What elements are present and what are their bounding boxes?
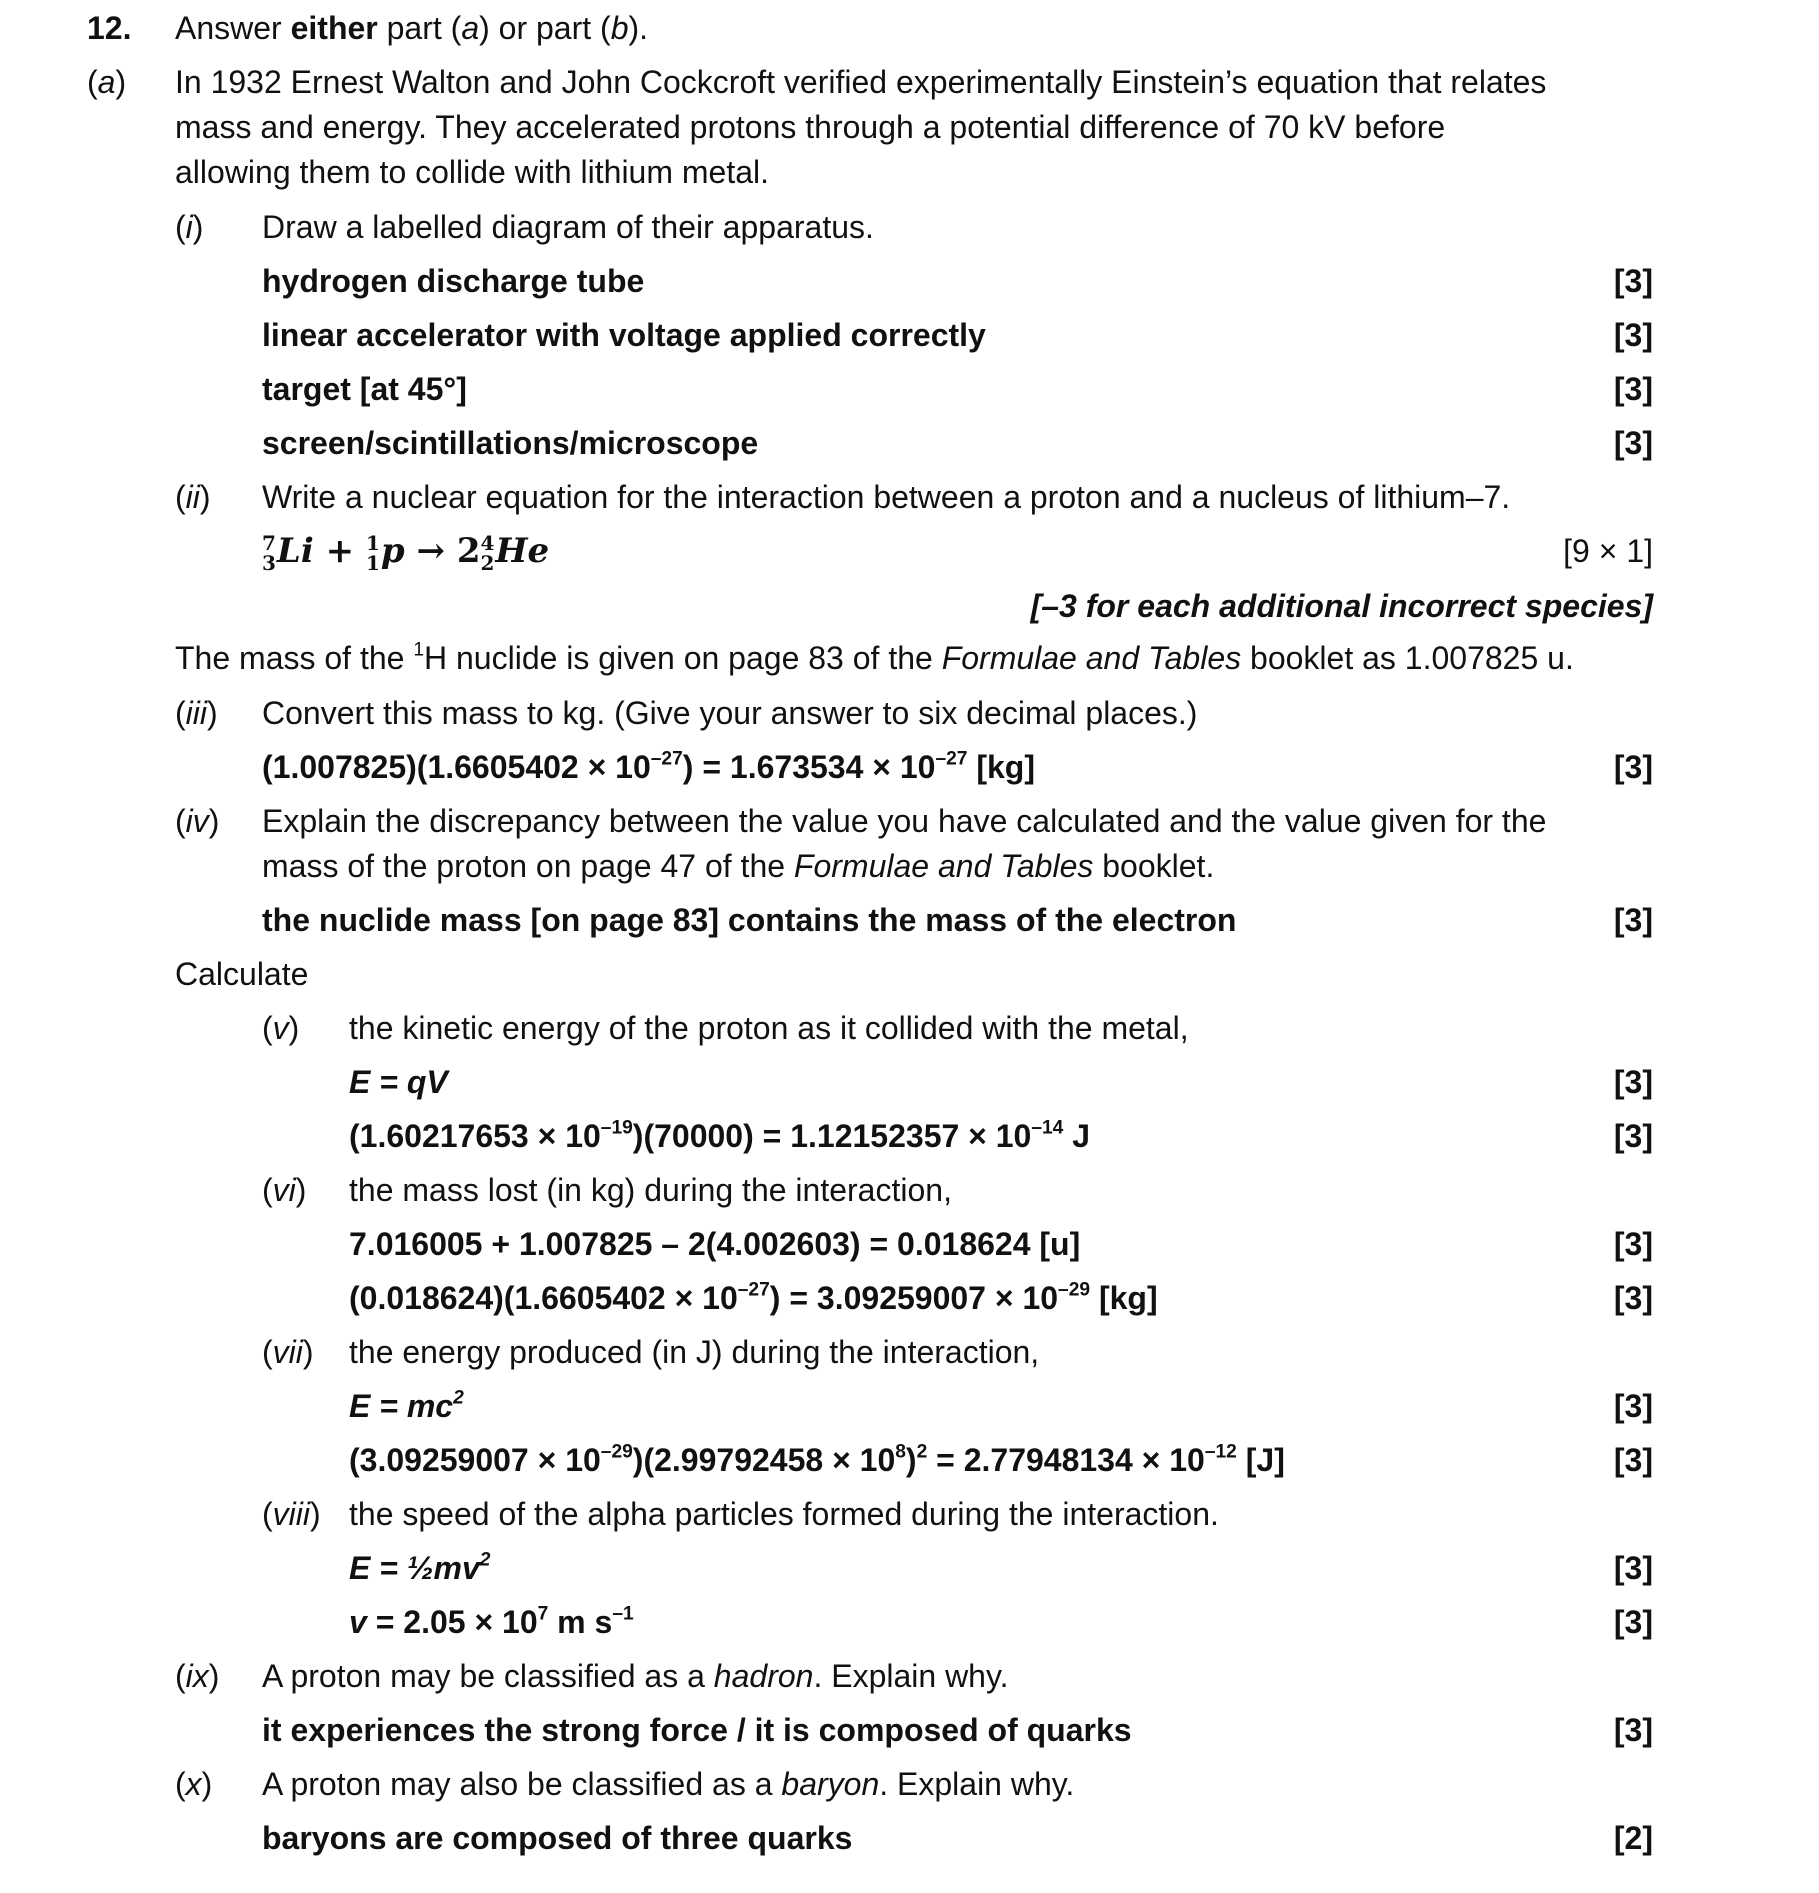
answer-row bbox=[0, 1437, 1819, 1483]
marks: [3] bbox=[1613, 1604, 1653, 1640]
sub-v-label: (v) bbox=[262, 1010, 300, 1046]
sub-viii-label: (viii) bbox=[262, 1496, 321, 1532]
sub-iv-question bbox=[0, 798, 1819, 844]
part-a-text: allowing them to collide with lithium metal. bbox=[175, 154, 770, 190]
sub-ii-question bbox=[0, 474, 1819, 520]
marks: [3] bbox=[1613, 425, 1653, 461]
marks: [3] bbox=[1613, 1442, 1653, 1478]
lithium-numbers: 7 3 bbox=[262, 531, 276, 575]
sub-v-question-text: the kinetic energy of the proton as it collided with the metal, bbox=[349, 1010, 1189, 1046]
part-a-text: In 1932 Ernest Walton and John Cockcroft verified experimentally Einstein’s equation that relates bbox=[175, 64, 1547, 100]
marks: [3] bbox=[1613, 1226, 1653, 1262]
answer-row bbox=[0, 420, 1819, 466]
formula-row bbox=[0, 1059, 1819, 1105]
answer-text: $(3.09259007 \times 10^{-29})(2.99792458 \times 10^8)^2 = 2.77948134 \times 10^{-12}$ [J] bbox=[349, 1441, 1285, 1478]
formula: $E = mc^2$ bbox=[349, 1387, 464, 1424]
sub-x-question-text: A proton may also be classified as a baryon. Explain why. bbox=[262, 1766, 1075, 1802]
formula: E = qV bbox=[349, 1064, 448, 1100]
part-a-text: mass and energy. They accelerated protons through a potential difference of 70 kV before bbox=[175, 109, 1446, 145]
sub-iv-question-text: mass of the proton on page 47 of the Formulae and Tables booklet. bbox=[262, 848, 1215, 884]
proton-numbers: 1 1 bbox=[365, 531, 380, 575]
sub-iv-label: (iv) bbox=[175, 803, 220, 839]
answer-text: hydrogen discharge tube bbox=[262, 263, 645, 299]
answer-text: linear accelerator with voltage applied correctly bbox=[262, 317, 986, 353]
nuclide-note bbox=[0, 635, 1819, 681]
sub-vii-question-text: the energy produced (in J) during the interaction, bbox=[349, 1334, 1040, 1370]
sub-vii-question bbox=[0, 1329, 1819, 1375]
sub-ix-question-text: A proton may be classified as a hadron. Explain why. bbox=[262, 1658, 1009, 1694]
sub-iv-question-cont bbox=[0, 843, 1819, 889]
answer-text: the nuclide mass [on page 83] contains the mass of the electron bbox=[262, 902, 1237, 938]
answer-row bbox=[0, 744, 1819, 790]
answer-text: baryons are composed of three quarks bbox=[262, 1820, 853, 1856]
answer-row bbox=[0, 1275, 1819, 1321]
calculate-label: Calculate bbox=[175, 956, 309, 992]
sub-ii-label: (ii) bbox=[175, 479, 211, 515]
answer-text: $(1.60217653 \times 10^{-19})(70000) = 1.12152357 \times 10^{-14}$ J bbox=[349, 1117, 1091, 1154]
sub-x-label: (x) bbox=[175, 1766, 213, 1802]
answer-row bbox=[0, 1221, 1819, 1267]
sub-ix-question bbox=[0, 1653, 1819, 1699]
sub-i-question bbox=[0, 204, 1819, 250]
sub-i-label: (i) bbox=[175, 209, 204, 245]
marks: [3] bbox=[1613, 263, 1653, 299]
part-a-label: (a) bbox=[87, 64, 127, 100]
question-instruction: Answer either part (a) or part (b). bbox=[175, 10, 649, 46]
sub-ii-question-text: Write a nuclear equation for the interaction between a proton and a nucleus of lithium–7. bbox=[262, 479, 1511, 515]
answer-text: $(1.007825)(1.6605402 \times 10^{-27}) = 1.673534 \times 10^{-27}$ [kg] bbox=[262, 748, 1035, 785]
part-a-line-3 bbox=[0, 149, 1819, 195]
marks: [2] bbox=[1613, 1820, 1653, 1856]
marks: [3] bbox=[1613, 1280, 1653, 1316]
marks: [3] bbox=[1613, 1118, 1653, 1154]
marks: [3] bbox=[1613, 1712, 1653, 1748]
formula: $E = \frac{1}{2}mv^2$ bbox=[349, 1549, 491, 1586]
sub-vi-question-text: the mass lost (in kg) during the interaction, bbox=[349, 1172, 952, 1208]
part-a-line-2 bbox=[0, 104, 1819, 150]
answer-text: target [at 45°] bbox=[262, 371, 467, 407]
sub-x-question bbox=[0, 1761, 1819, 1807]
question-number: 12. bbox=[87, 10, 132, 46]
formula-row bbox=[0, 1383, 1819, 1429]
answer-row bbox=[0, 1707, 1819, 1753]
answer-row bbox=[0, 258, 1819, 304]
answer-row bbox=[0, 366, 1819, 412]
nuclear-equation-row bbox=[0, 528, 1819, 574]
part-a-line-1 bbox=[0, 59, 1819, 105]
sub-vii-label: (vii) bbox=[262, 1334, 314, 1370]
marks: [3] bbox=[1613, 1388, 1653, 1424]
calculate-heading bbox=[0, 951, 1819, 997]
helium-numbers: 4 2 bbox=[480, 531, 495, 575]
answer-text: $v = 2.05 \times 10^7$ m $s^{-1}$ bbox=[349, 1603, 634, 1640]
sub-viii-question bbox=[0, 1491, 1819, 1537]
sub-iii-question-text: Convert this mass to kg. (Give your answer to six decimal places.) bbox=[262, 695, 1198, 731]
sub-iv-question-text: Explain the discrepancy between the value you have calculated and the value given for the bbox=[262, 803, 1547, 839]
answer-text: 7.016005 + 1.007825 – 2(4.002603) = 0.018624 [u] bbox=[349, 1226, 1081, 1262]
answer-text: $(0.018624)(1.6605402 \times 10^{-27}) = 3.09259007 \times 10^{-29}$ [kg] bbox=[349, 1279, 1158, 1316]
sub-viii-question-text: the speed of the alpha particles formed during the interaction. bbox=[349, 1496, 1219, 1532]
formula-row bbox=[0, 1545, 1819, 1591]
marks: [3] bbox=[1613, 1064, 1653, 1100]
question-header bbox=[0, 5, 1819, 51]
marks: [3] bbox=[1613, 902, 1653, 938]
answer-row bbox=[0, 1599, 1819, 1645]
nuclide-note-text: The mass of the $^1$H nuclide is given on page 83 of the Formulae and Tables booklet as 1.007825 u. bbox=[175, 639, 1574, 676]
sub-iii-question bbox=[0, 690, 1819, 736]
marks: [3] bbox=[1613, 371, 1653, 407]
marks: [3] bbox=[1613, 749, 1653, 785]
penalty-note: [–3 for each additional incorrect species] bbox=[1030, 588, 1653, 624]
penalty-note-row bbox=[0, 583, 1819, 629]
sub-v-question bbox=[0, 1005, 1819, 1051]
answer-row bbox=[0, 1815, 1819, 1861]
answer-text: screen/scintillations/microscope bbox=[262, 425, 759, 461]
sub-vi-label: (vi) bbox=[262, 1172, 307, 1208]
answer-row bbox=[0, 897, 1819, 943]
marks: [9 × 1] bbox=[1563, 533, 1653, 569]
nuclear-equation: 7 3 Li + 1 1 p → 2 4 2 He bbox=[262, 531, 550, 575]
sub-ix-label: (ix) bbox=[175, 1658, 220, 1694]
answer-text: it experiences the strong force / it is composed of quarks bbox=[262, 1712, 1132, 1748]
answer-row bbox=[0, 312, 1819, 358]
marks: [3] bbox=[1613, 1550, 1653, 1586]
sub-i-question-text: Draw a labelled diagram of their apparatus. bbox=[262, 209, 874, 245]
answer-row bbox=[0, 1113, 1819, 1159]
marks: [3] bbox=[1613, 317, 1653, 353]
sub-vi-question bbox=[0, 1167, 1819, 1213]
sub-iii-label: (iii) bbox=[175, 695, 218, 731]
